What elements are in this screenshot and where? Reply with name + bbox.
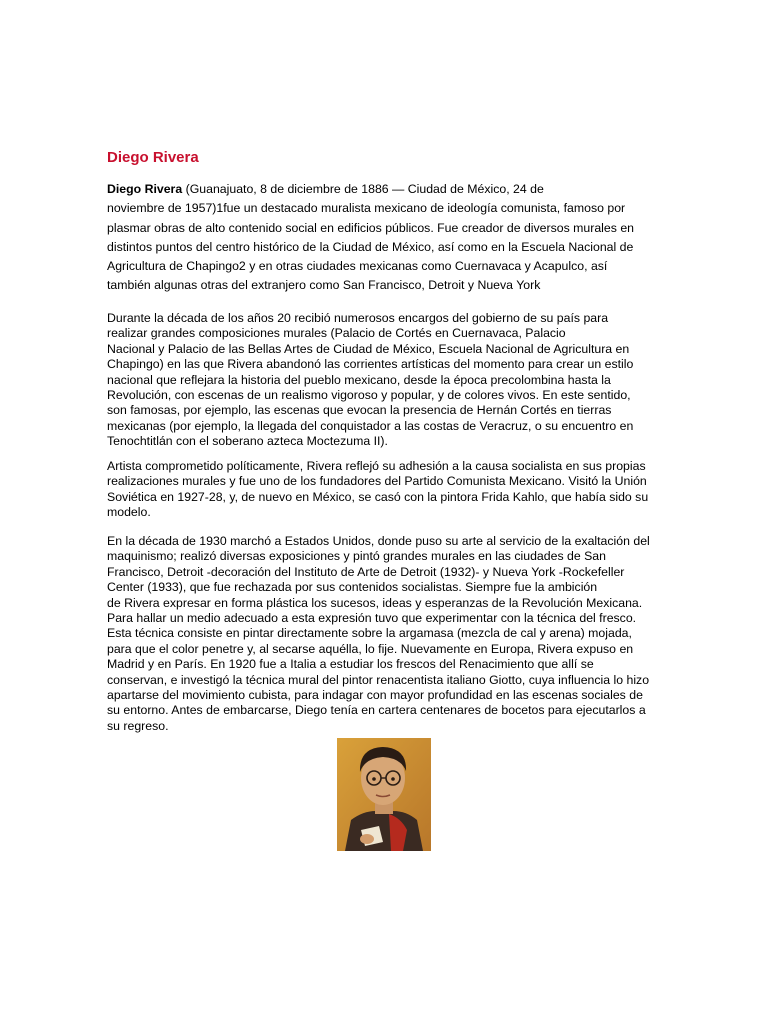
intro-line-4: distintos puntos del centro histórico de la Ciudad de México, así como en la Escuela Nacional de bbox=[107, 239, 634, 254]
paragraph-estados-unidos-line-7: Esta técnica consiste en pintar directamente sobre la argamasa (mezcla de cal y arena) mojada, bbox=[107, 626, 632, 641]
paragraph-decada-20-line-4: Chapingo) en las que Rivera abandonó las corrientes artísticas del momento para crear un estilo bbox=[107, 357, 634, 372]
intro-line-6: también algunas otras del extranjero como San Francisco, Detroit y Nueva York bbox=[107, 278, 541, 293]
intro-line-1 bbox=[107, 180, 652, 199]
paragraph-decada-20-line-1: Durante la década de los años 20 recibió numerosos encargos del gobierno de su país para bbox=[107, 311, 609, 325]
paragraph-decada-20-line-2: realizar grandes composiciones murales (Palacio de Cortés en Cuernavaca, Palacio bbox=[107, 326, 566, 341]
paragraph-estados-unidos-line-3: Francisco, Detroit -decoración del Instituto de Arte de Detroit (1932)- y Nueva York -Rockefeller bbox=[107, 564, 625, 579]
paragraph-estados-unidos-line-1: En la década de 1930 marchó a Estados Unidos, donde puso su arte al servicio de la exaltación del bbox=[107, 534, 650, 548]
paragraph-decada-20 bbox=[107, 311, 661, 450]
paragraph-estados-unidos bbox=[107, 534, 661, 734]
paragraph-estados-unidos-line-12: su entorno. Antes de embarcarse, Diego tenía en cartera centenares de bocetos para ejecutarlos a bbox=[107, 703, 646, 718]
paragraph-estados-unidos-line-4: Center (1933), que fue rechazada por sus contenidos socialistas. Siempre fue la ambición bbox=[107, 580, 598, 595]
portrait-image bbox=[337, 738, 431, 851]
intro-line-2: noviembre de 1957)1fue un destacado muralista mexicano de ideología comunista, famoso por bbox=[107, 201, 626, 216]
paragraph-estados-unidos-line-9: Madrid y en París. En 1920 fue a Italia a estudiar los frescos del Renacimiento que allí se bbox=[107, 657, 594, 672]
paragraph-compromiso-politico-line-2: realizaciones murales y fue uno de los fundadores del Partido Comunista Mexicano. Visitó la Unión bbox=[107, 474, 647, 489]
paragraph-estados-unidos-line-6: Para hallar un medio adecuado a esta expresión tuvo que experimentar con la técnica del fresco. bbox=[107, 611, 637, 626]
paragraph-decada-20-line-6: Revolución, con escenas de un realismo vigoroso y popular, y de colores vivos. En este sentido, bbox=[107, 388, 631, 403]
paragraph-decada-20-line-8: mexicanas (por ejemplo, la llegada del conquistador a las costas de Veracruz, o su encuentro en bbox=[107, 418, 634, 433]
paragraph-compromiso-politico-line-4: modelo. bbox=[107, 505, 151, 520]
page-title: Diego Rivera bbox=[107, 149, 199, 166]
paragraph-decada-20-line-9: Tenochtitlán con el soberano azteca Moctezuma II). bbox=[107, 434, 388, 449]
paragraph-estados-unidos-line-5: de Rivera expresar en forma plástica los sucesos, ideas y esperanzas de la Revolución Mexicana. bbox=[107, 595, 643, 610]
paragraph-compromiso-politico-line-3: Soviética en 1927-28, y, de nuevo en México, se casó con la pintora Frida Kahlo, que había sido su bbox=[107, 489, 649, 504]
paragraph-decada-20-line-3: Nacional y Palacio de las Bellas Artes de Ciudad de México, Escuela Nacional de Agricultura en bbox=[107, 341, 630, 356]
paragraph-estados-unidos-line-10: conservan, e investigó la técnica mural del pintor renacentista italiano Giotto, cuya influencia lo hizo bbox=[107, 672, 650, 687]
intro-text-1: (Guanajuato, 8 de diciembre de 1886 — Ciudad de México, 24 de bbox=[182, 182, 544, 196]
intro-paragraph bbox=[107, 180, 652, 296]
paragraph-estados-unidos-line-2: maquinismo; realizó diversas exposiciones y pintó grandes murales en las ciudades de San bbox=[107, 549, 606, 564]
intro-line-3: plasmar obras de alto contenido social en edificios públicos. Fue creador de diversos murales en bbox=[107, 220, 635, 235]
paragraph-estados-unidos-line-13: su regreso. bbox=[107, 718, 169, 733]
paragraph-estados-unidos-line-8: para que el color penetre y, al secarse aquélla, lo fije. Nuevamente en Europa, Rivera expuso en bbox=[107, 641, 634, 656]
subject-name: Diego Rivera bbox=[107, 182, 183, 196]
intro-line-5: Agricultura de Chapingo2 y en otras ciudades mexicanas como Cuernavaca y Acapulco, así bbox=[107, 259, 608, 274]
paragraph-estados-unidos-line-11: apartarse del movimiento cubista, para indagar con mayor profundidad en las escenas sociales de bbox=[107, 688, 643, 703]
paragraph-decada-20-line-7: son famosas, por ejemplo, las escenas que evocan la presencia de Hernán Cortés en tierras bbox=[107, 403, 612, 418]
paragraph-decada-20-line-5: nacional que reflejara la historia del pueblo mexicano, desde la época precolombina hasta la bbox=[107, 372, 611, 387]
paragraph-compromiso-politico bbox=[107, 459, 661, 521]
paragraph-compromiso-politico-line-1: Artista comprometido políticamente, Rivera reflejó su adhesión a la causa socialista en sus propias bbox=[107, 459, 646, 473]
